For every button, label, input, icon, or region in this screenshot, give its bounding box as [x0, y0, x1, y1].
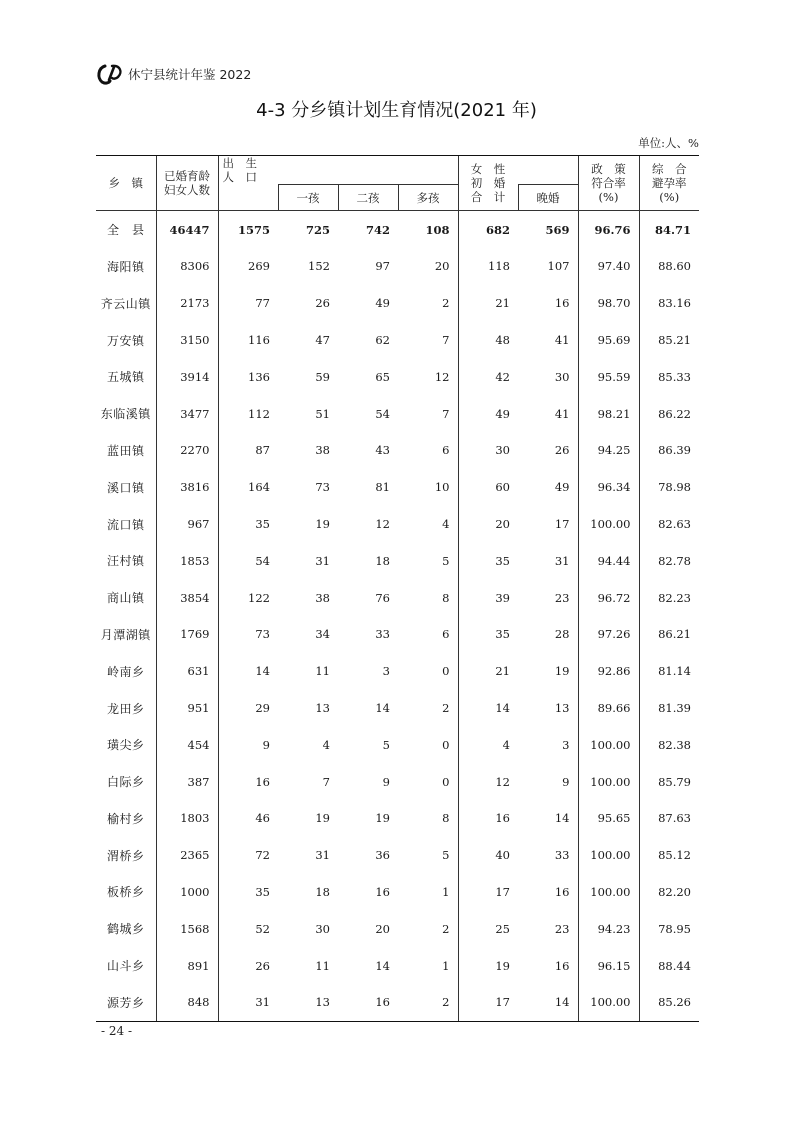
table-cell: 2	[398, 984, 458, 1021]
yearbook-logo-icon	[96, 62, 124, 86]
table-cell: 951	[156, 690, 218, 727]
table-cell: 36	[375, 848, 390, 863]
table-cell: 6	[442, 627, 450, 642]
table-cell: 73	[218, 616, 278, 653]
table-cell: 5	[382, 737, 390, 752]
table-cell: 82.63	[639, 506, 699, 543]
table-cell: 26	[315, 296, 330, 311]
table-cell: 23	[554, 590, 570, 605]
table-cell: 19	[458, 947, 518, 984]
col-married-women: 已婚育龄 妇女人数	[156, 156, 218, 211]
township-name: 榆村乡	[106, 811, 145, 826]
table-cell: 14	[518, 984, 578, 1021]
table-cell: 23	[554, 921, 570, 936]
table-cell: 94.23	[578, 910, 639, 947]
table-cell: 86.22	[639, 395, 699, 432]
table-cell: 85.12	[639, 837, 699, 874]
township-name: 璜尖乡	[106, 738, 145, 753]
table-row	[96, 211, 699, 248]
township-name: 龙田乡	[106, 701, 145, 716]
table-cell: 28	[554, 627, 570, 642]
table-cell: 14	[458, 690, 518, 727]
table-cell: 116	[218, 322, 278, 359]
table-row	[96, 690, 699, 727]
table-cell: 85.21	[639, 322, 699, 359]
table-cell: 742	[365, 222, 390, 237]
table-cell: 95.65	[578, 800, 639, 837]
table-cell: 11	[315, 958, 330, 973]
table-cell: 1	[442, 884, 450, 899]
table-cell: 20	[434, 259, 450, 274]
table-cell: 152	[308, 259, 330, 274]
table-cell: 19	[315, 517, 330, 532]
table-cell: 49	[554, 480, 570, 495]
table-cell: 38	[315, 590, 330, 605]
table-cell: 35	[458, 542, 518, 579]
table-row	[96, 395, 699, 432]
table-cell: 20	[458, 506, 518, 543]
table-cell: 48	[458, 322, 518, 359]
col-township: 乡 镇	[96, 156, 156, 211]
table-cell: 49	[375, 296, 390, 311]
township-name: 齐云山镇	[100, 296, 151, 311]
table-cell: 14	[218, 653, 278, 690]
table-cell: 13	[278, 984, 338, 1021]
table-cell: 97	[375, 259, 390, 274]
table-cell: 16	[218, 763, 278, 800]
table-cell: 85.79	[639, 763, 699, 800]
table-cell: 2365	[156, 837, 218, 874]
township-name: 板桥乡	[106, 885, 145, 900]
table-cell: 8	[442, 811, 450, 826]
table-cell: 92.86	[578, 653, 639, 690]
table-row	[96, 726, 699, 763]
township-name: 源芳乡	[96, 984, 156, 1021]
table-cell: 76	[375, 590, 390, 605]
table-cell: 16	[554, 296, 570, 311]
table-cell: 31	[554, 553, 570, 568]
table-cell: 88.60	[639, 248, 699, 285]
table-cell: 7	[442, 333, 450, 348]
table-cell: 60	[458, 469, 518, 506]
table-cell: 39	[458, 579, 518, 616]
table-cell: 1769	[156, 616, 218, 653]
table-cell: 21	[458, 285, 518, 322]
table-cell: 11	[315, 664, 330, 679]
table-cell: 46	[218, 800, 278, 837]
table-cell: 16	[554, 958, 570, 973]
table-cell: 82.23	[639, 579, 699, 616]
table-cell: 30	[315, 921, 330, 936]
table-cell: 14	[375, 701, 390, 715]
table-cell: 3150	[156, 322, 218, 359]
table-cell: 2	[442, 701, 450, 715]
table-cell: 89.66	[578, 690, 639, 727]
book-title: 休宁县统计年鉴 2022	[128, 67, 252, 82]
table-row	[96, 432, 699, 469]
table-row	[96, 653, 699, 690]
table-cell: 78.98	[639, 469, 699, 506]
table-row	[96, 322, 699, 359]
table-cell: 86.39	[639, 432, 699, 469]
table-cell: 54	[375, 406, 390, 421]
table-cell: 891	[156, 947, 218, 984]
table-row	[96, 947, 699, 984]
table-cell: 81	[375, 480, 390, 495]
table-cell: 73	[315, 480, 330, 495]
col-policy-rate: 政 策 符合率 (%)	[578, 156, 639, 211]
table-cell: 19	[554, 664, 570, 679]
table-cell: 3	[562, 737, 570, 752]
table-cell: 100.00	[578, 506, 639, 543]
township-name: 万安镇	[106, 333, 145, 348]
table-cell: 42	[458, 358, 518, 395]
table-cell: 19	[315, 811, 330, 826]
table-cell: 1568	[156, 910, 218, 947]
table-cell: 35	[458, 616, 518, 653]
table-cell: 30	[554, 369, 570, 384]
table-cell: 848	[156, 984, 218, 1021]
table-cell: 0	[442, 737, 450, 752]
township-name: 山斗乡	[106, 959, 145, 974]
township-name: 海阳镇	[106, 259, 145, 274]
table-cell: 85.26	[639, 984, 699, 1021]
table-cell: 26	[218, 947, 278, 984]
table-row	[96, 358, 699, 395]
table-row	[96, 874, 699, 911]
table-cell: 88.44	[639, 947, 699, 984]
table-cell: 98.21	[578, 395, 639, 432]
table-cell: 18	[375, 553, 390, 568]
table-row	[96, 616, 699, 653]
table-cell: 14	[375, 958, 390, 973]
township-name: 鹤城乡	[106, 922, 145, 937]
table-cell: 20	[375, 921, 390, 936]
table-cell: 454	[156, 726, 218, 763]
table-cell: 7	[442, 406, 450, 421]
table-cell: 269	[218, 248, 278, 285]
township-name: 全 县	[106, 223, 145, 238]
table-cell: 13	[315, 701, 330, 715]
table-cell: 3816	[156, 469, 218, 506]
table-cell: 1575	[218, 211, 278, 248]
table-cell: 52	[218, 910, 278, 947]
table-cell: 25	[458, 910, 518, 947]
col-first-child: 一孩	[278, 185, 338, 211]
table-cell: 0	[442, 664, 450, 679]
table-cell: 98.70	[578, 285, 639, 322]
table-cell: 96.72	[578, 579, 639, 616]
table-row	[96, 542, 699, 579]
table-cell: 35	[218, 874, 278, 911]
table-cell: 21	[458, 653, 518, 690]
table-cell: 3914	[156, 358, 218, 395]
township-name: 白际乡	[106, 775, 145, 790]
table-cell: 33	[375, 627, 390, 642]
table-cell: 12	[434, 369, 450, 384]
table-cell: 94.25	[578, 432, 639, 469]
table-cell: 4	[322, 737, 330, 752]
table-cell: 59	[315, 369, 330, 384]
table-row	[96, 763, 699, 800]
col-births: 出 生 人 口	[218, 156, 278, 185]
table-cell: 43	[375, 443, 390, 458]
table-cell: 1853	[156, 542, 218, 579]
table-body	[96, 211, 699, 1022]
table-cell: 35	[218, 506, 278, 543]
township-name: 岭南乡	[106, 664, 145, 679]
table-cell: 3854	[156, 579, 218, 616]
township-name: 五城镇	[106, 370, 145, 385]
table-cell: 31	[315, 553, 330, 568]
table-cell: 16	[338, 984, 398, 1021]
table-cell: 569	[545, 222, 570, 237]
table-cell: 17	[458, 874, 518, 911]
table-cell: 31	[218, 984, 278, 1021]
table-cell: 4	[458, 726, 518, 763]
table-cell: 5	[442, 553, 450, 568]
table-cell: 107	[547, 259, 570, 274]
table-cell: 9	[218, 726, 278, 763]
table-cell: 3	[382, 664, 390, 679]
unit-label: 单位:人、%	[638, 136, 699, 150]
table-cell: 26	[554, 443, 570, 458]
table-cell: 2	[442, 296, 450, 311]
table-cell: 82.78	[639, 542, 699, 579]
table-cell: 38	[315, 443, 330, 458]
table-row	[96, 800, 699, 837]
table-cell: 2270	[156, 432, 218, 469]
table-cell: 3477	[156, 395, 218, 432]
table-cell: 9	[562, 774, 570, 789]
table-cell: 16	[375, 884, 390, 899]
table-cell: 81.14	[639, 653, 699, 690]
table-cell: 84.71	[639, 211, 699, 248]
table-row	[96, 837, 699, 874]
table-cell: 14	[554, 811, 570, 826]
table-row	[96, 984, 699, 1021]
table-cell: 12	[458, 763, 518, 800]
table-cell: 631	[156, 653, 218, 690]
col-multi-child: 多孩	[398, 185, 458, 211]
table-row	[96, 248, 699, 285]
table-cell: 682	[458, 211, 518, 248]
table-cell: 8	[442, 590, 450, 605]
table-cell: 122	[218, 579, 278, 616]
table-cell: 46447	[156, 211, 218, 248]
table-cell: 94.44	[578, 542, 639, 579]
table-cell: 1000	[156, 874, 218, 911]
table-cell: 29	[218, 690, 278, 727]
col-contraception-rate: 综 合 避孕率 (%)	[639, 156, 699, 211]
table-cell: 65	[375, 369, 390, 384]
table-row	[96, 579, 699, 616]
table-cell: 136	[218, 358, 278, 395]
table-cell: 82.20	[639, 874, 699, 911]
table-row	[96, 506, 699, 543]
table-cell: 87	[218, 432, 278, 469]
township-name: 商山镇	[106, 591, 145, 606]
table-cell: 13	[554, 701, 570, 715]
table-cell: 2173	[156, 285, 218, 322]
table-cell: 1	[442, 958, 450, 973]
table-cell: 112	[218, 395, 278, 432]
table-cell: 86.21	[639, 616, 699, 653]
table-cell: 62	[375, 333, 390, 348]
table-cell: 12	[375, 517, 390, 532]
township-name: 流口镇	[106, 517, 145, 532]
table-cell: 100.00	[578, 726, 639, 763]
table-cell: 49	[458, 395, 518, 432]
table-cell: 30	[458, 432, 518, 469]
table-cell: 17	[554, 517, 570, 532]
table-cell: 33	[554, 848, 570, 863]
table-cell: 100.00	[578, 984, 639, 1021]
table-cell: 83.16	[639, 285, 699, 322]
table-cell: 47	[315, 333, 330, 348]
table-cell: 5	[442, 848, 450, 863]
table-row	[96, 285, 699, 322]
table-cell: 164	[218, 469, 278, 506]
table-cell: 40	[458, 837, 518, 874]
col-first-marriage: 女 性 初 婚 合 计	[458, 156, 518, 211]
table-title: 4-3 分乡镇计划生育情况(2021 年)	[256, 100, 537, 121]
table-cell: 95.69	[578, 322, 639, 359]
table-cell: 72	[218, 837, 278, 874]
table-cell: 118	[458, 248, 518, 285]
table-row	[96, 910, 699, 947]
table-cell: 0	[442, 774, 450, 789]
table-cell: 95.59	[578, 358, 639, 395]
table-cell: 41	[554, 333, 570, 348]
table-cell: 10	[434, 480, 450, 495]
table-cell: 108	[425, 222, 450, 237]
table-cell: 51	[315, 406, 330, 421]
table-cell: 8306	[156, 248, 218, 285]
table-cell: 78.95	[639, 910, 699, 947]
table-cell: 54	[218, 542, 278, 579]
table-cell: 96.76	[578, 211, 639, 248]
table-cell: 16	[554, 884, 570, 899]
table-cell: 96.15	[578, 947, 639, 984]
table-cell: 100.00	[578, 874, 639, 911]
table-cell: 967	[156, 506, 218, 543]
township-name: 月潭湖镇	[100, 627, 151, 642]
family-planning-table	[96, 155, 699, 1022]
table-cell: 100.00	[578, 837, 639, 874]
table-cell: 725	[305, 222, 330, 237]
table-cell: 87.63	[639, 800, 699, 837]
table-cell: 100.00	[578, 763, 639, 800]
table-cell: 97.26	[578, 616, 639, 653]
township-name: 汪村镇	[106, 554, 145, 569]
page-number: - 24 -	[101, 1024, 133, 1038]
table-cell: 4	[442, 517, 450, 532]
table-cell: 97.40	[578, 248, 639, 285]
table-row	[96, 469, 699, 506]
table-cell: 96.34	[578, 469, 639, 506]
township-name: 蓝田镇	[106, 443, 145, 458]
table-cell: 17	[458, 984, 518, 1021]
table-cell: 6	[442, 443, 450, 458]
table-cell: 19	[375, 811, 390, 826]
table-cell: 1803	[156, 800, 218, 837]
table-cell: 7	[322, 774, 330, 789]
table-cell: 16	[458, 800, 518, 837]
township-name: 东临溪镇	[100, 407, 151, 422]
table-cell: 18	[315, 884, 330, 899]
township-name: 渭桥乡	[106, 848, 145, 863]
table-cell: 9	[382, 774, 390, 789]
table-cell: 34	[315, 627, 330, 642]
table-cell: 81.39	[639, 690, 699, 727]
table-cell: 82.38	[639, 726, 699, 763]
township-name: 溪口镇	[106, 480, 145, 495]
col-late-marriage: 晚婚	[518, 185, 578, 211]
table-cell: 31	[315, 848, 330, 863]
table-cell: 41	[554, 406, 570, 421]
table-cell: 77	[218, 285, 278, 322]
table-cell: 2	[442, 921, 450, 936]
col-second-child: 二孩	[338, 185, 398, 211]
table-cell: 85.33	[639, 358, 699, 395]
running-header	[96, 62, 251, 86]
table-cell: 387	[156, 763, 218, 800]
